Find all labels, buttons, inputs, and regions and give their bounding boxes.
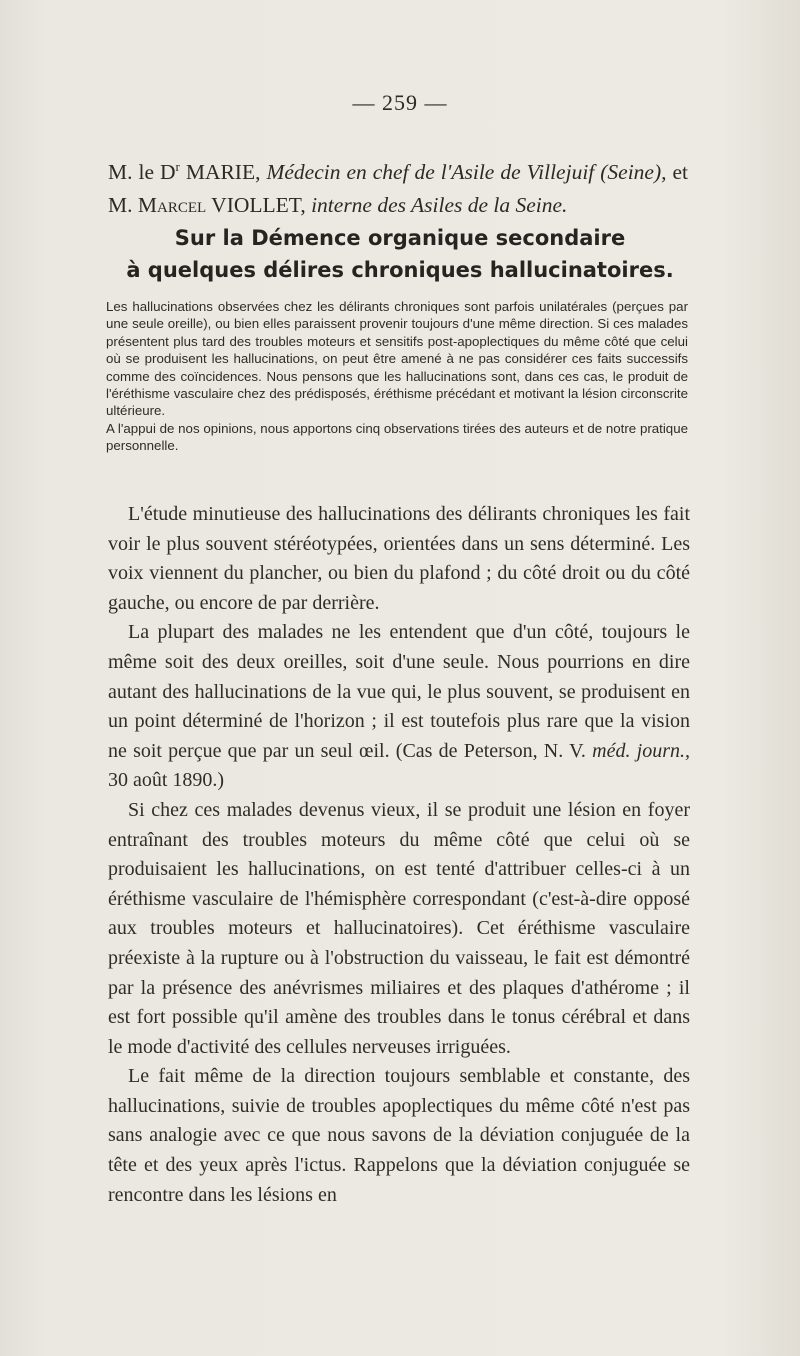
title-line-2: à quelques délires chroniques hallucinatoires. xyxy=(126,258,674,282)
author2-firstname: Marcel xyxy=(137,193,207,218)
author2-name: VIOLLET, xyxy=(211,193,306,218)
citation-date: 30 août 1890.) xyxy=(108,769,225,792)
title-line-1: Sur la Démence organique secondaire xyxy=(174,226,626,250)
body-paragraph-2-text: La plupart des malades ne les entendent que d'un côté, toujours le même soit des deux oreilles, soit d'une seule. Nous pourrions en dire autant des hallucinations de la vue qui, le plus souvent, se produisent en un point déterminé de l'horizon ; il est toutefois plus rare que la vision ne soit perçue que par un seul œil. (Cas de Peterson, N. V. xyxy=(108,621,690,762)
body-paragraph-4: Le fait même de la direction toujours semblable et constante, des hallucinations, suivie de troubles apoplectiques du même côté n'est pas sans analogie avec ce que nous savons de la déviation conjuguée de la tête et des yeux après l'ictus. Rappelons que la déviation conjuguée se rencontre dans les lésions en xyxy=(108,1065,690,1206)
body-paragraph-3: Si chez ces malades devenus vieux, il se produit une lésion en foyer entraînant des troubles moteurs du même côté que celui où se produisaient les hallucinations, on est tenté d'attribuer celles-ci à un éréthisme vasculaire de l'hémisphère correspondant (c'est-à-dire opposé aux troubles moteurs et hallucinatoires). Cet éréthisme vasculaire préexiste à la rupture ou à l'obstruction du vaisseau, le fait est démontré par la présence des anévrismes miliaires et des plaques d'athérome ; il est fort possible qu'il amène des troubles dans le tonus cérébral et dans le mode d'activité des cellules nerveuses irriguées. xyxy=(108,798,690,1058)
abstract xyxy=(106,298,688,455)
body-paragraph-1: L'étude minutieuse des hallucinations des délirants chroniques les fait voir le plus souvent stéréotypées, orientées dans un sens déterminé. Les voix viennent du plancher, ou bien du plafond ; du côté droit ou du côté gauche, ou encore de par derrière. xyxy=(108,503,690,614)
body-text xyxy=(108,500,690,1210)
journal-citation: méd. journ., xyxy=(592,739,690,762)
abstract-paragraph-1: Les hallucinations observées chez les délirants chroniques sont parfois unilatérales (perçues par une seule oreille), ou bien elles paraissent provenir toujours d'une même direction. Si ces malades présentent plus tard des troubles moteurs et sensitifs post-apoplectiques du même côté que celui où se produisent les hallucinations, on peut être amené à ne pas considérer ces faits successifs comme des coïncidences. Nous pensons que les hallucinations sont, dans ces cas, le produit de l'éréthisme vasculaire chez des prédisposés, éréthisme précédant et motivant la lésion circonscrite ultérieure. xyxy=(106,299,688,419)
article-title xyxy=(80,222,720,286)
authors-and: et M. xyxy=(108,160,689,218)
authors-line xyxy=(108,150,688,222)
doctor-superscript: r xyxy=(175,159,180,174)
abstract-paragraph-2: A l'appui de nos opinions, nous apportons cinq observations tirées des auteurs et de notre pratique personnelle. xyxy=(106,420,688,454)
author2-title: interne des Asiles de la Seine. xyxy=(311,193,568,218)
author-prefix: M. le D xyxy=(108,160,176,185)
author1-title: Médecin en chef de l'Asile de Villejuif (Seine), xyxy=(266,160,667,185)
body-paragraph-2 xyxy=(108,618,690,796)
author1-name: MARIE, xyxy=(185,160,261,185)
page-number: — 259 — xyxy=(352,90,448,115)
